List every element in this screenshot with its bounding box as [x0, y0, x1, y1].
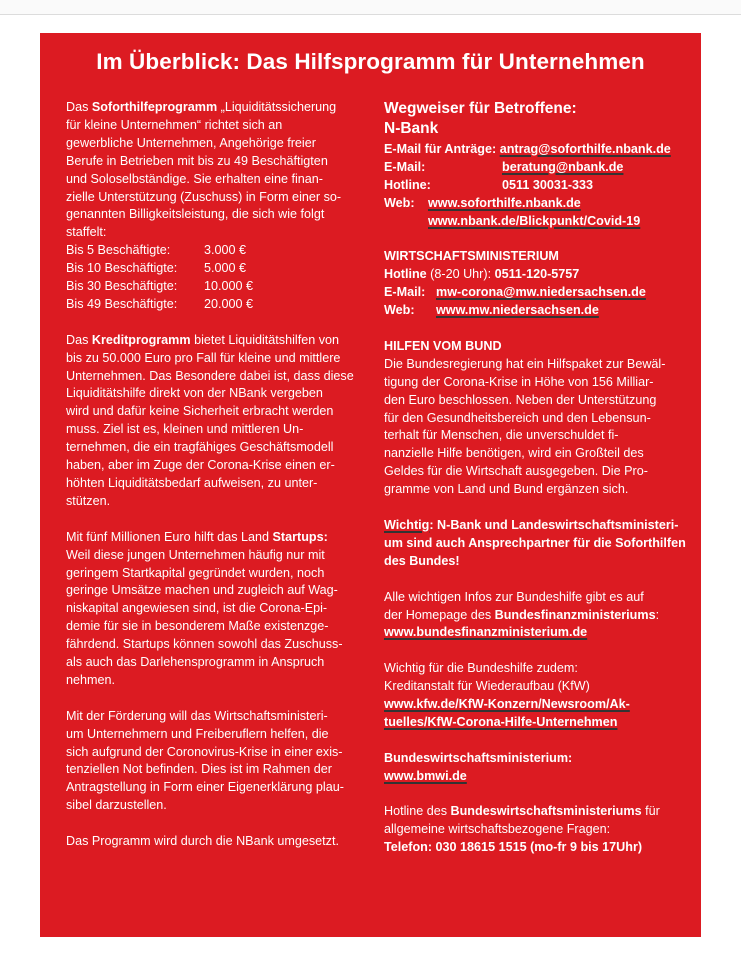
staffel-label: Bis 5 Beschäftigte:	[66, 243, 171, 258]
text: Das	[66, 100, 92, 114]
web-label: Web:	[384, 195, 415, 210]
page-top-strip	[0, 0, 741, 15]
text: um Unternehmern und Freiberuflern helfen, die	[66, 726, 329, 741]
text: der Homepage des	[384, 607, 495, 622]
staffel-label: Bis 10 Beschäftigte:	[66, 261, 178, 276]
text: des Bundes!	[384, 553, 460, 568]
text: Hotline des	[384, 804, 451, 819]
text: und Soloselbständige. Sie erhalten eine finan-	[66, 171, 323, 186]
soforthilfe-web-link[interactable]: www.soforthilfe.nbank.de	[428, 195, 581, 210]
wichtig-paragraph	[384, 517, 689, 571]
email-label: E-Mail:	[384, 159, 426, 174]
wichtig-label: Wichtig	[384, 517, 430, 532]
text: Mit der Förderung will das Wirtschaftsministeri-	[66, 708, 328, 723]
bmwi-web-link[interactable]: www.bmwi.de	[384, 768, 467, 783]
text: genannten Billigkeitsleistung, die sich wie folgt	[66, 207, 325, 222]
antrag-label: E-Mail für Anträge:	[384, 142, 497, 156]
text: stützen.	[66, 493, 111, 508]
text: den Euro beschlossen. Neben der Unterstützung	[384, 392, 657, 407]
text: Kreditanstalt für Wiederaufbau (KfW)	[384, 679, 590, 694]
text: als auch das Darlehensprogramm in Anspruch	[66, 655, 325, 670]
text: fährdend. Startups können sowohl das Zuschuss-	[66, 637, 343, 652]
text: haben, aber im Zuge der Corona-Krise einen er-	[66, 458, 335, 473]
wm-email-label: E-Mail:	[384, 285, 426, 300]
staffel-row	[66, 296, 366, 314]
wm-hotline-row	[384, 266, 689, 284]
text: allgemeine wirtschaftsbezogene Fragen:	[384, 822, 611, 837]
bfm-web-link[interactable]: www.bundesfinanzministerium.de	[384, 625, 588, 640]
text: Berufe in Betrieben mit bis zu 49 Beschäftigten	[66, 153, 328, 168]
text: bietet Liquiditätshilfen von	[190, 332, 340, 347]
staffel-amount: 5.000 €	[204, 261, 247, 276]
text: nanzielle Hilfe benötigen, wird ein Großteil des	[384, 446, 644, 461]
wegweiser-heading: Wegweiser für Betroffene:	[384, 100, 577, 117]
foerderung-paragraph	[66, 708, 366, 815]
text: Antragstellung in Form einer Eigenerklärung plau-	[66, 780, 344, 795]
beratung-email-link[interactable]: beratung@nbank.de	[502, 159, 624, 174]
soforthilfe-paragraph	[66, 99, 366, 314]
staffel-amount: 10.000 €	[204, 279, 254, 294]
text: terhalt für Menschen, die unverschuldet fi-	[384, 428, 619, 443]
text: für	[641, 804, 660, 819]
wm-web-link[interactable]: www.mw.niedersachsen.de	[436, 303, 599, 318]
right-column	[384, 99, 689, 875]
text: muss. Ziel ist es, kleinen und mittleren Un-	[66, 422, 304, 437]
startups-paragraph	[66, 529, 366, 690]
text: niskapital angewiesen sind, ist die Corona-Epi-	[66, 601, 328, 616]
nbank-antrag-row	[384, 141, 689, 159]
nbank-web-row	[384, 195, 689, 213]
infos-paragraph	[384, 589, 689, 643]
antrag-email-link[interactable]: antrag@soforthilfe.nbank.de	[499, 142, 671, 156]
text: tigung der Corona-Krise in Höhe von 156 Milliar-	[384, 374, 654, 389]
text: Wichtig für die Bundeshilfe zudem:	[384, 661, 578, 676]
text: :	[655, 607, 660, 622]
text: tenziellen Not befinden. Dies ist im Rahmen der	[66, 762, 332, 777]
text: Die Bundesregierung hat ein Hilfspaket zur Bewäl-	[384, 356, 666, 371]
text: staffelt:	[66, 225, 107, 240]
kfw-web-link[interactable]: www.kfw.de/KfW-Konzern/Newsroom/Ak-	[384, 697, 630, 712]
kfw-web-link-cont[interactable]: tuelles/KfW-Corona-Hilfe-Unternehmen	[384, 714, 618, 729]
wm-hotline-label: Hotline	[384, 267, 427, 282]
text: sich aufgrund der Coronovirus-Krise in einer exis-	[66, 744, 343, 759]
staffel-label: Bis 30 Beschäftigte:	[66, 279, 178, 294]
staffel-label: Bis 49 Beschäftigte:	[66, 296, 178, 311]
text: demie für sie in besonderem Maße existenzge-	[66, 619, 329, 634]
soforthilfe-term: Soforthilfeprogramm	[91, 100, 218, 114]
text: geringe Umsätze machen und zugleich auf Wag-	[66, 583, 338, 598]
text: nehmen.	[66, 672, 116, 687]
bund-heading: HILFEN VOM BUND	[384, 338, 502, 353]
text: Mit fünf Millionen Euro hilft das Land	[66, 529, 273, 544]
staffel-row	[66, 278, 366, 296]
text: Geldes für die Wirtschaft ausgegeben. Die Pro-	[384, 464, 648, 479]
text: gramme von Land und Bund ergänzen sich.	[384, 482, 629, 497]
text: gewerbliche Unternehmen, Angehörige freier	[66, 135, 316, 150]
text: ternehmen, die ein tragfähiges Geschäftsmodell	[66, 440, 334, 455]
wm-web-label: Web:	[384, 303, 415, 318]
nbank-web-row-2	[384, 213, 689, 231]
bmwi-telefon: Telefon: 030 18615 1515 (mo-fr 9 bis 17Uhr)	[384, 840, 643, 855]
page-title: Im Überblick: Das Hilfsprogramm für Unternehmen	[96, 49, 645, 74]
left-column	[66, 99, 366, 869]
kreditprogramm-paragraph	[66, 332, 366, 511]
text: höhten Liquiditätsbedarf aufweisen, zu unter-	[66, 476, 318, 491]
text: Alle wichtigen Infos zur Bundeshilfe gibt es auf	[384, 589, 644, 604]
wm-hotline-hours: (8-20 Uhr):	[426, 267, 495, 282]
covid-web-link[interactable]: www.nbank.de/Blickpunkt/Covid-19	[428, 213, 641, 228]
text: zielle Unterstützung (Zuschuss) in Form einer so-	[66, 189, 342, 204]
nbank-hotline-row	[384, 177, 689, 195]
hotline-paragraph	[384, 803, 689, 857]
wm-heading: WIRTSCHAFTSMINISTERIUM	[384, 249, 559, 264]
wm-hotline-number: 0511-120-5757	[494, 267, 580, 282]
text: geringem Startkapital gegründet wurden, noch	[66, 565, 325, 580]
startups-term: Startups:	[272, 529, 328, 544]
kreditprogramm-term: Kreditprogramm	[91, 332, 191, 347]
bmwi-paragraph	[384, 750, 689, 786]
wm-email-link[interactable]: mw-corona@mw.niedersachsen.de	[436, 285, 646, 300]
wm-email-row	[384, 284, 689, 302]
nbank-email-row	[384, 159, 689, 177]
kfw-paragraph	[384, 660, 689, 732]
text: Das	[66, 332, 92, 347]
text: bis zu 50.000 Euro pro Fall für kleine und mittlere	[66, 350, 341, 365]
nbank-paragraph: Das Programm wird durch die NBank umgesetzt.	[66, 834, 339, 849]
staffel-row	[66, 260, 366, 278]
bmwi-heading: Bundeswirtschaftsministerium:	[384, 750, 573, 765]
text: für den Gesundheitsbereich und den Lebensun-	[384, 410, 651, 425]
staffel-row	[66, 242, 366, 260]
text: um sind auch Ansprechpartner für die Soforthilfen	[384, 535, 686, 550]
text: sibel darzustellen.	[66, 798, 167, 813]
bfm-term: Bundesfinanzministeriums	[494, 607, 656, 622]
info-panel	[40, 33, 701, 937]
bmwi-term: Bundeswirtschaftsministeriums	[450, 804, 642, 819]
text: Liquiditätshilfe direkt von der NBank vergeben	[66, 386, 323, 401]
text: : N-Bank und Landeswirtschaftsministeri-	[429, 517, 679, 532]
staffel-amount: 3.000 €	[204, 243, 247, 258]
wm-web-row	[384, 302, 689, 320]
staffel-amount: 20.000 €	[204, 296, 254, 311]
text: wird und dafür keine Sicherheit erbracht werden	[66, 404, 334, 419]
text: für kleine Unternehmen“ richtet sich an	[66, 117, 283, 132]
text: Weil diese jungen Unternehmen häufig nur mit	[66, 547, 325, 562]
nbank-heading: N-Bank	[384, 120, 439, 137]
bund-paragraph	[384, 356, 689, 499]
text: Unternehmen. Das Besondere dabei ist, dass diese	[66, 368, 354, 383]
hotline-number: 0511 30031-333	[502, 177, 594, 192]
hotline-label: Hotline:	[384, 177, 431, 192]
text: „Liquiditätssicherung	[217, 100, 337, 114]
